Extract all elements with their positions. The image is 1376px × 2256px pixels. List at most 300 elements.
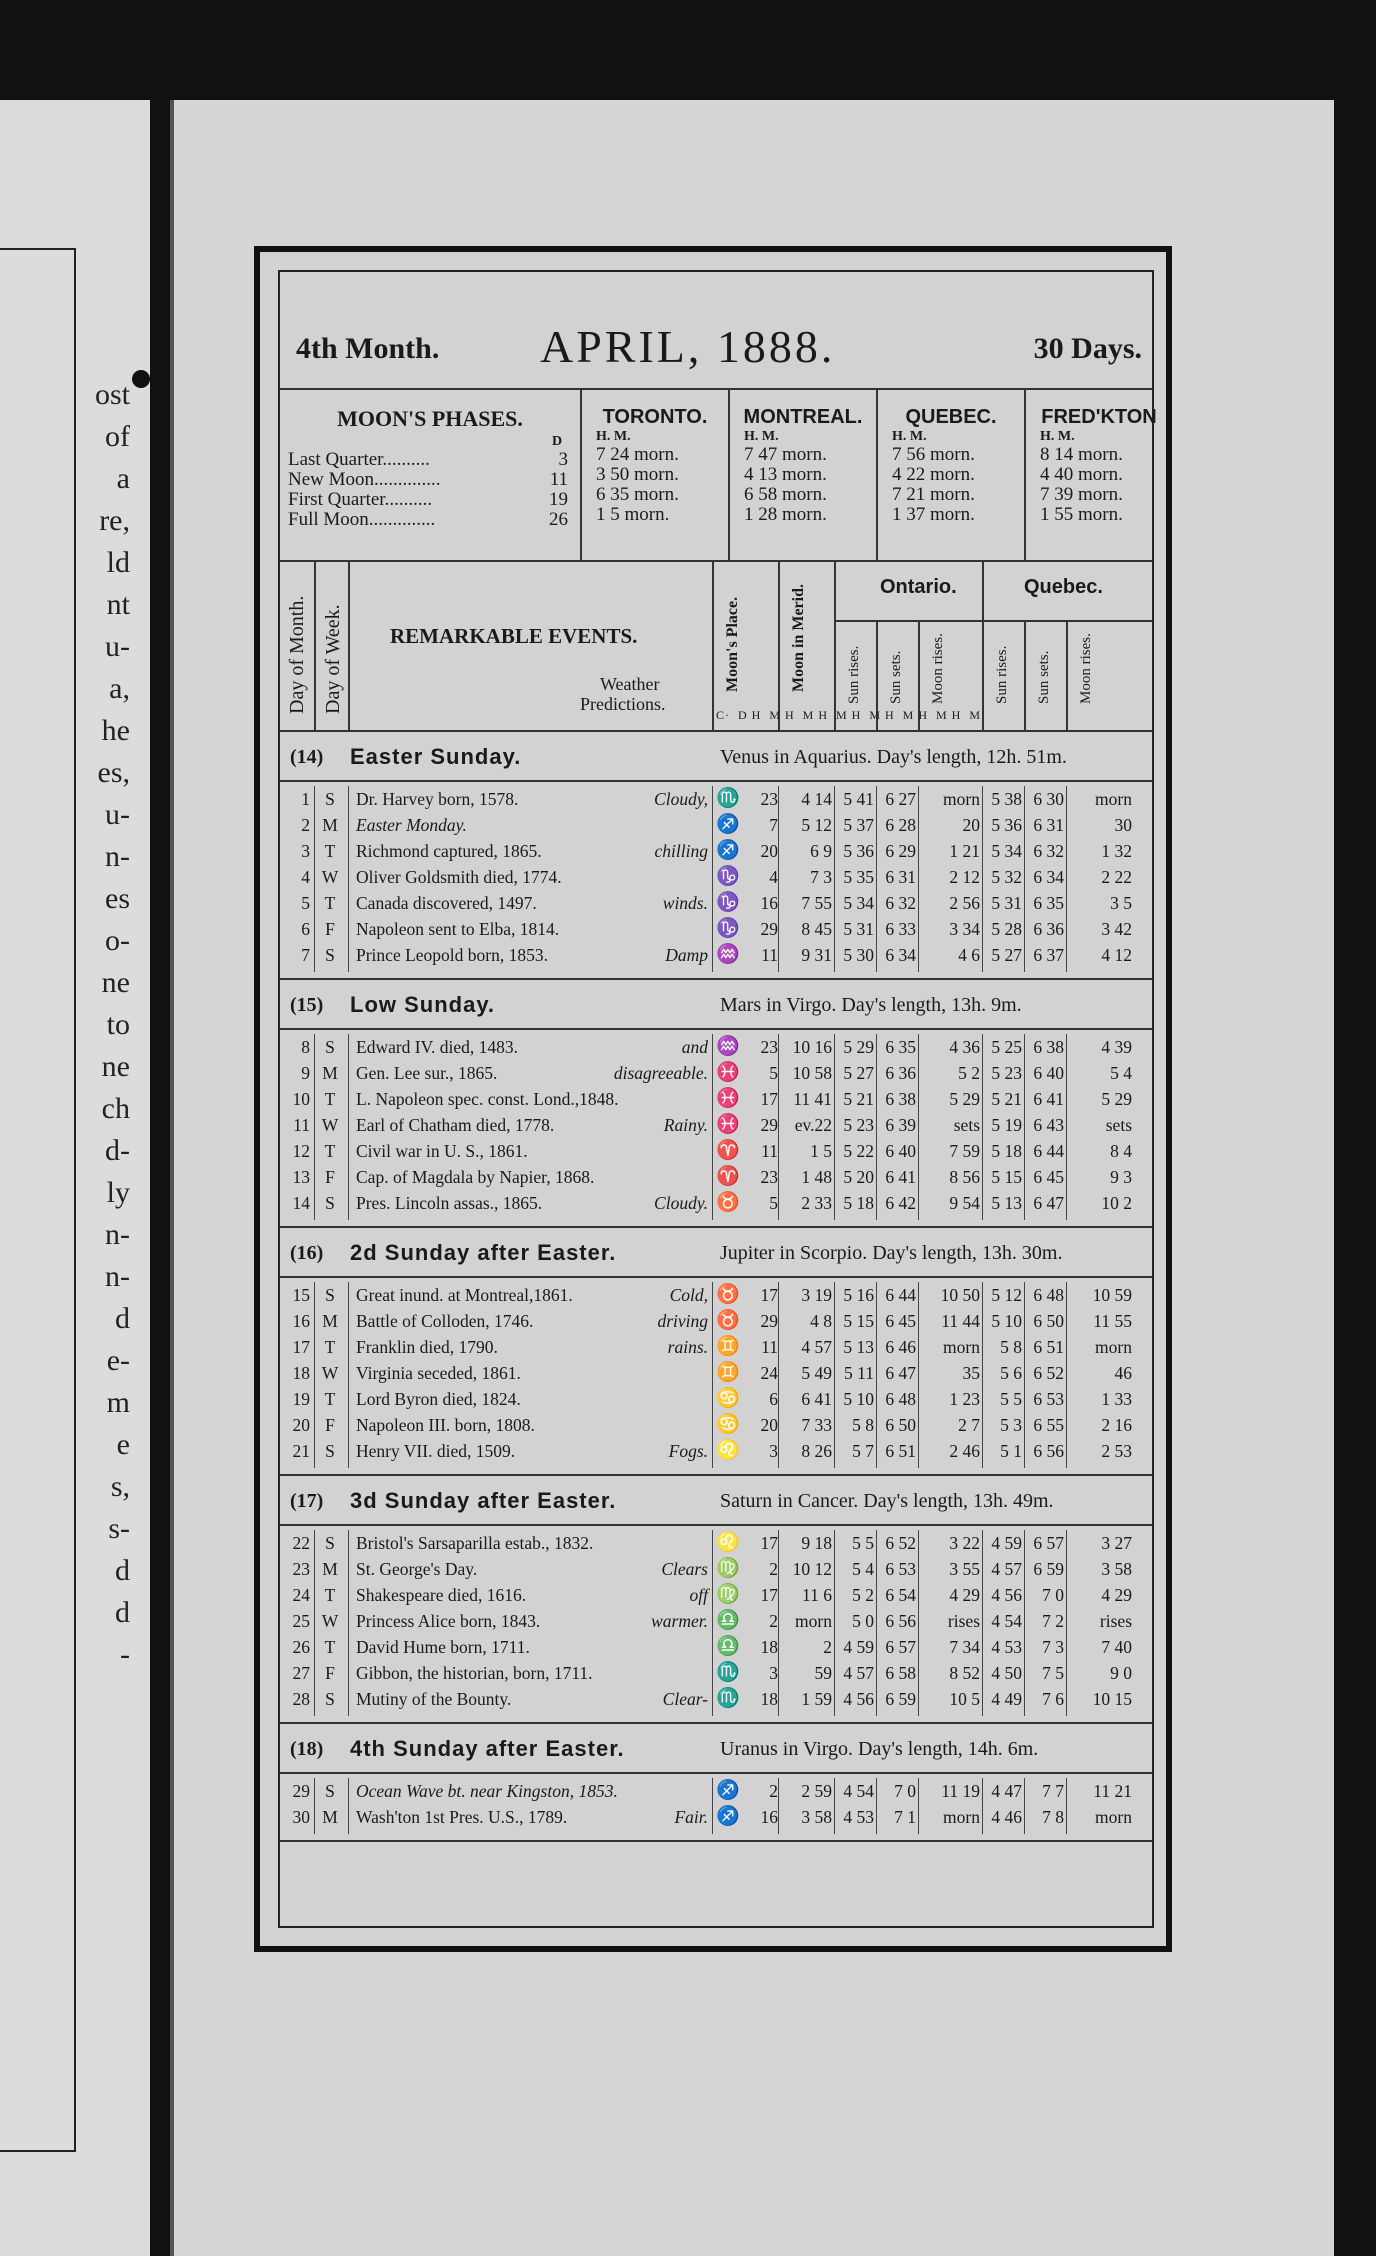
moon-meridian: 7 33 (801, 1415, 832, 1435)
week-header (280, 980, 1152, 1030)
weather: and (681, 1037, 708, 1057)
phase-name: Full Moon.............. (288, 509, 436, 530)
moon-sign: ♏ (716, 788, 740, 809)
week-sunday-name: 3d Sunday after Easter. (350, 1488, 617, 1513)
ontario-sun-sets: 6 54 (885, 1585, 916, 1605)
quebec-moon-rises: 2 22 (1101, 867, 1132, 887)
moons-place: 29 (760, 1115, 778, 1135)
moon-meridian: 6 41 (801, 1389, 832, 1409)
moon-sign: ♌ (716, 1532, 740, 1553)
ontario-sun-sets: 6 45 (885, 1311, 916, 1331)
quebec-sun-rises: 5 15 (991, 1167, 1022, 1187)
ontario-header: Ontario. (880, 576, 957, 598)
weather: Cloudy, (654, 789, 708, 809)
quebec-sun-sets: 6 55 (1033, 1415, 1064, 1435)
day-of-month: 22 (292, 1533, 310, 1553)
city-time: 4 13 morn. (744, 464, 827, 485)
moons-place: 11 (761, 1337, 778, 1357)
left-page-fragment: d (115, 1554, 130, 1587)
phase-name: Last Quarter.......... (288, 449, 430, 470)
day-of-week: S (325, 1689, 335, 1709)
ontario-sun-sets: 6 32 (885, 893, 916, 913)
week-number: (16) (290, 1242, 324, 1264)
day-of-week: F (325, 1415, 335, 1435)
quebec-sun-rises: 5 28 (991, 919, 1022, 939)
ontario-sun-sets: 6 53 (885, 1559, 916, 1579)
day-of-month: 4 (301, 867, 310, 887)
sub-header-sun-sets: Sun sets. (888, 650, 904, 704)
event: Earl of Chatham died, 1778. (356, 1115, 555, 1135)
ontario-sun-sets: 6 52 (885, 1533, 916, 1553)
moon-meridian: 4 14 (801, 789, 832, 809)
day-of-month: 1 (301, 789, 310, 809)
quebec-moon-rises: 9 0 (1110, 1663, 1132, 1683)
ontario-moon-rises: morn (943, 1337, 980, 1357)
day-row (280, 1778, 1152, 1804)
day-of-week: T (324, 841, 336, 861)
day-of-month: 7 (301, 945, 310, 965)
moon-meridian: 4 57 (801, 1337, 832, 1357)
moon-meridian: 3 19 (801, 1285, 832, 1305)
day-of-week: S (325, 1533, 335, 1553)
week-header (280, 1724, 1152, 1774)
ontario-moon-rises: 3 34 (949, 919, 980, 939)
left-page-fragment: to (106, 1008, 130, 1041)
quebec-sun-rises: 5 27 (991, 945, 1022, 965)
city-time: 7 56 morn. (892, 444, 975, 465)
phase-row (288, 490, 578, 510)
ontario-sun-sets: 6 58 (885, 1663, 916, 1683)
moon-meridian: 9 18 (801, 1533, 832, 1553)
ontario-sun-sets: 6 48 (885, 1389, 916, 1409)
moon-sign: ♐ (716, 840, 740, 861)
ontario-sun-rises: 5 11 (844, 1363, 874, 1383)
day-row (280, 1530, 1152, 1556)
week-sunday-name: Easter Sunday. (350, 744, 522, 769)
city-time: 7 21 morn. (892, 484, 975, 505)
day-row (280, 1608, 1152, 1634)
day-of-month: 10 (292, 1089, 310, 1109)
sub-header-moon-rises: Moon rises. (930, 633, 946, 704)
left-page-fragment: es, (97, 756, 130, 789)
quebec-sun-sets: 7 0 (1042, 1585, 1064, 1605)
quebec-moon-rises: 2 53 (1101, 1441, 1132, 1461)
weather: off (689, 1585, 708, 1605)
moon-sign: ♍ (716, 1584, 740, 1605)
day-of-week: W (321, 867, 339, 887)
quebec-sun-rises: 5 3 (1000, 1415, 1022, 1435)
event: Bristol's Sarsaparilla estab., 1832. (356, 1533, 594, 1553)
day-of-month: 30 (292, 1807, 310, 1827)
left-page-fragment: s, (110, 1470, 130, 1503)
day-of-week: M (322, 1063, 338, 1083)
city-time: 7 24 morn. (596, 444, 679, 465)
moon-meridian: 10 16 (792, 1037, 832, 1057)
moons-place: 18 (760, 1637, 778, 1657)
city-time: 3 50 morn. (596, 464, 679, 485)
moon-meridian: 2 (823, 1637, 832, 1657)
day-of-week: T (324, 1141, 336, 1161)
day-of-week: M (322, 1311, 338, 1331)
city-time: 4 22 morn. (892, 464, 975, 485)
day-row (280, 1556, 1152, 1582)
moon-sign: ♊ (716, 1336, 740, 1357)
moons-place: 2 (769, 1611, 778, 1631)
moons-place: 29 (760, 919, 778, 939)
left-page-fragment: ne (101, 966, 130, 999)
events-header: REMARKABLE EVENTS. (390, 624, 638, 648)
day-of-month-header: Day of Month. (286, 595, 308, 714)
phase-row (288, 510, 578, 530)
weather: rains. (667, 1337, 708, 1357)
moon-sign: ♈ (716, 1140, 740, 1161)
event: Shakespeare died, 1616. (356, 1585, 527, 1605)
quebec-moon-rises: rises (1099, 1611, 1132, 1631)
moon-sign: ♐ (716, 814, 740, 835)
quebec-moon-rises: 10 59 (1092, 1285, 1132, 1305)
quebec-sun-sets: 7 5 (1042, 1663, 1064, 1683)
header-divider (1024, 620, 1026, 730)
ontario-sun-sets: 6 40 (885, 1141, 916, 1161)
phase-row (288, 450, 578, 470)
day-row (280, 812, 1152, 838)
city-units: H. M. (1040, 429, 1075, 444)
ontario-moon-rises: 7 59 (949, 1141, 980, 1161)
city-time: 7 47 morn. (744, 444, 827, 465)
day-of-month: 18 (292, 1363, 310, 1383)
ontario-sun-rises: 5 0 (852, 1611, 874, 1631)
quebec-sun-sets: 7 3 (1042, 1637, 1064, 1657)
event: Edward IV. died, 1483. (356, 1037, 519, 1057)
ontario-sun-rises: 5 37 (843, 815, 874, 835)
ontario-sun-rises: 5 31 (843, 919, 874, 939)
ontario-moon-rises: 4 29 (949, 1585, 980, 1605)
left-page-fragment: u- (105, 798, 130, 831)
day-row (280, 786, 1152, 812)
day-of-month: 20 (292, 1415, 310, 1435)
quebec-moon-rises: 3 42 (1101, 919, 1132, 939)
week-sunday-name: Low Sunday. (350, 992, 496, 1017)
ontario-sun-sets: 6 36 (885, 1063, 916, 1083)
quebec-sun-sets: 6 51 (1033, 1337, 1064, 1357)
week-header (280, 1228, 1152, 1278)
day-of-month: 8 (301, 1037, 310, 1057)
event: St. George's Day. (356, 1559, 478, 1579)
quebec-sun-sets: 6 52 (1033, 1363, 1064, 1383)
city-name: FRED'KTON (1041, 406, 1157, 428)
left-page-fragment: of (105, 420, 130, 453)
ontario-sun-sets: 6 46 (885, 1337, 916, 1357)
quebec-sun-rises: 4 53 (991, 1637, 1022, 1657)
ontario-sun-sets: 7 0 (894, 1781, 916, 1801)
day-row (280, 1438, 1152, 1464)
phases-d-label: D (552, 434, 563, 449)
day-of-month: 3 (301, 841, 310, 861)
quebec-moon-rises: 9 3 (1110, 1167, 1132, 1187)
ontario-sun-rises: 5 23 (843, 1115, 874, 1135)
left-page-fragment: n- (105, 1218, 130, 1251)
left-page-fragment: d (115, 1596, 130, 1629)
day-of-week: T (324, 1089, 336, 1109)
ontario-moon-rises: 4 36 (949, 1037, 980, 1057)
phase-day: 26 (549, 509, 568, 530)
quebec-moon-rises: 10 2 (1101, 1193, 1132, 1213)
week-note: Jupiter in Scorpio. Day's length, 13h. 30m. (720, 1242, 1063, 1264)
event: Virginia seceded, 1861. (356, 1363, 521, 1383)
moon-meridian: 11 41 (793, 1089, 832, 1109)
phase-row (288, 470, 578, 490)
left-page-fragment: e (116, 1428, 130, 1461)
phase-day: 11 (549, 469, 568, 490)
day-row (280, 1282, 1152, 1308)
event: Richmond captured, 1865. (356, 841, 542, 861)
week-header (280, 1476, 1152, 1526)
ontario-sun-rises: 5 41 (843, 789, 874, 809)
left-page-fragment: s- (108, 1512, 130, 1545)
day-row (280, 838, 1152, 864)
moon-sign: ♒ (716, 1036, 740, 1057)
ontario-moon-rises: 4 6 (958, 945, 980, 965)
moons-place: 17 (760, 1285, 778, 1305)
almanac-calendar-box (254, 246, 1172, 1952)
phase-day: 3 (558, 449, 568, 470)
day-rows (280, 1034, 1152, 1228)
moons-place: 23 (760, 1167, 778, 1187)
ontario-sun-sets: 6 38 (885, 1089, 916, 1109)
moon-sign: ♑ (716, 892, 740, 913)
left-page-fragment: he (101, 714, 130, 747)
quebec-moon-rises: 30 (1114, 815, 1132, 835)
day-row (280, 890, 1152, 916)
moon-meridian: 1 5 (810, 1141, 832, 1161)
weather: disagreeable. (613, 1063, 708, 1083)
event: Dr. Harvey born, 1578. (356, 789, 519, 809)
left-page-fragment: o- (105, 924, 130, 957)
weather: Cloudy. (654, 1193, 708, 1213)
moons-place: 5 (769, 1063, 778, 1083)
event: Battle of Colloden, 1746. (356, 1311, 534, 1331)
day-row (280, 942, 1152, 968)
left-page-fragment: ne (101, 1050, 130, 1083)
phase-day: 19 (549, 489, 568, 510)
moon-meridian: 5 49 (801, 1363, 832, 1383)
quebec-sun-rises: 5 18 (991, 1141, 1022, 1161)
ontario-sun-sets: 6 33 (885, 919, 916, 939)
day-of-month: 13 (292, 1167, 310, 1187)
moon-sign: ♒ (716, 944, 740, 965)
ontario-sun-rises: 5 7 (852, 1441, 874, 1461)
day-row (280, 1190, 1152, 1216)
weather: Fair. (674, 1807, 708, 1827)
ontario-moon-rises: 2 7 (958, 1415, 980, 1435)
moons-place: 29 (760, 1311, 778, 1331)
moon-sign: ♉ (716, 1192, 740, 1213)
phases-title: MOON'S PHASES. (337, 406, 523, 431)
quebec-sun-sets: 6 32 (1033, 841, 1064, 861)
quebec-sun-rises: 5 31 (991, 893, 1022, 913)
day-row (280, 1164, 1152, 1190)
day-row (280, 1634, 1152, 1660)
ontario-sun-rises: 5 22 (843, 1141, 874, 1161)
day-of-month: 24 (292, 1585, 310, 1605)
ontario-sun-rises: 5 18 (843, 1193, 874, 1213)
quebec-sun-sets: 6 57 (1033, 1533, 1064, 1553)
ontario-moon-rises: morn (943, 1807, 980, 1827)
city-column (580, 390, 728, 560)
ontario-moon-rises: sets (953, 1115, 980, 1135)
day-of-month: 21 (292, 1441, 310, 1461)
quebec-moon-rises: morn (1095, 1337, 1132, 1357)
ontario-sun-rises: 5 35 (843, 867, 874, 887)
left-page-fragment: a (116, 462, 130, 495)
moon-meridian: morn (795, 1611, 832, 1631)
city-units: H. M. (892, 429, 927, 444)
units-row: C· D H M H M H M H M H M H M H M (716, 708, 982, 722)
event: Franklin died, 1790. (356, 1337, 498, 1357)
sub-header-sun-sets: Sun sets. (1036, 650, 1052, 704)
day-of-week: T (324, 1637, 336, 1657)
moon-sign: ♊ (716, 1362, 740, 1383)
moons-place: 3 (769, 1441, 778, 1461)
moons-place: 2 (769, 1559, 778, 1579)
ontario-sun-sets: 6 57 (885, 1637, 916, 1657)
day-of-week: F (325, 1167, 335, 1187)
quebec-moon-rises: 1 33 (1101, 1389, 1132, 1409)
moon-sign: ♓ (716, 1062, 740, 1083)
ontario-sun-sets: 6 59 (885, 1689, 916, 1709)
day-of-month: 15 (292, 1285, 310, 1305)
ontario-moon-rises: 2 12 (949, 867, 980, 887)
quebec-moon-rises: 11 55 (1093, 1311, 1132, 1331)
quebec-sun-sets: 6 35 (1033, 893, 1064, 913)
ink-blot (132, 370, 150, 388)
quebec-moon-rises: 11 21 (1093, 1781, 1132, 1801)
ontario-moon-rises: 2 56 (949, 893, 980, 913)
moon-meridian: 9 31 (801, 945, 832, 965)
quebec-sun-sets: 6 31 (1033, 815, 1064, 835)
city-name: QUEBEC. (905, 406, 997, 428)
moon-meridian: 2 33 (801, 1193, 832, 1213)
moons-place: 16 (760, 893, 778, 913)
quebec-moon-rises: 4 29 (1101, 1585, 1132, 1605)
weather: Rainy. (663, 1115, 708, 1135)
day-of-month: 16 (292, 1311, 310, 1331)
day-row (280, 1138, 1152, 1164)
ontario-moon-rises: 11 19 (941, 1781, 980, 1801)
ontario-sun-rises: 5 13 (843, 1337, 874, 1357)
quebec-sun-rises: 4 50 (991, 1663, 1022, 1683)
quebec-moon-rises: sets (1105, 1115, 1132, 1135)
ontario-moon-rises: 5 2 (958, 1063, 980, 1083)
day-of-week: M (322, 1559, 338, 1579)
ontario-moon-rises: 7 34 (949, 1637, 980, 1657)
quebec-sun-rises: 4 54 (991, 1611, 1022, 1631)
day-row (280, 1360, 1152, 1386)
day-of-week: T (324, 1389, 336, 1409)
week-number: (17) (290, 1490, 324, 1512)
quebec-sun-rises: 5 21 (991, 1089, 1022, 1109)
moons-place: 7 (769, 815, 778, 835)
ontario-sun-rises: 4 59 (843, 1637, 874, 1657)
weather: warmer. (651, 1611, 708, 1631)
day-of-week: S (325, 1285, 335, 1305)
quebec-moon-rises: 3 5 (1110, 893, 1132, 913)
city-time: 1 5 morn. (596, 504, 670, 525)
day-row (280, 1660, 1152, 1686)
left-page-fragment: n- (105, 1260, 130, 1293)
moon-sign: ♓ (716, 1088, 740, 1109)
ontario-moon-rises: morn (943, 789, 980, 809)
ontario-sun-sets: 6 35 (885, 1037, 916, 1057)
moons-place: 23 (760, 1037, 778, 1057)
moon-sign: ♉ (716, 1310, 740, 1331)
ontario-sun-sets: 6 39 (885, 1115, 916, 1135)
weather: Clears (661, 1559, 708, 1579)
day-of-month: 29 (292, 1781, 310, 1801)
moons-place: 11 (761, 945, 778, 965)
ontario-sun-rises: 4 57 (843, 1663, 874, 1683)
left-page-fragment: re, (99, 504, 130, 537)
phase-name: New Moon.............. (288, 469, 441, 490)
day-row (280, 1308, 1152, 1334)
day-of-month: 19 (292, 1389, 310, 1409)
week-number: (14) (290, 746, 324, 768)
event: Ocean Wave bt. near Kingston, 1853. (356, 1781, 618, 1801)
sub-header-sun-rises: Sun rises. (846, 645, 862, 704)
predictions-header: Predictions. (580, 694, 666, 714)
moon-sign: ♍ (716, 1558, 740, 1579)
ontario-sun-rises: 5 30 (843, 945, 874, 965)
city-column (876, 390, 1024, 560)
quebec-sun-sets: 7 7 (1042, 1781, 1064, 1801)
moon-sign: ♎ (716, 1610, 740, 1631)
quebec-moon-rises: 7 40 (1101, 1637, 1132, 1657)
column-headers (280, 562, 1152, 732)
day-row (280, 1334, 1152, 1360)
moon-phases-table (280, 390, 1157, 562)
quebec-sun-sets: 6 59 (1033, 1559, 1064, 1579)
month-label: 4th Month. (296, 332, 440, 365)
moons-place: 23 (760, 789, 778, 809)
moon-meridian: 7 55 (801, 893, 832, 913)
day-row (280, 1034, 1152, 1060)
quebec-sun-rises: 4 57 (991, 1559, 1022, 1579)
quebec-sun-rises: 5 23 (991, 1063, 1022, 1083)
ontario-sun-sets: 6 42 (885, 1193, 916, 1213)
moon-merid-header: Moon in Merid. (790, 584, 807, 692)
moons-place: 4 (769, 867, 778, 887)
moon-meridian: 8 45 (801, 919, 832, 939)
moon-sign: ♏ (716, 1688, 740, 1709)
day-row (280, 1112, 1152, 1138)
moons-place: 17 (760, 1533, 778, 1553)
quebec-moon-rises: 8 4 (1110, 1141, 1132, 1161)
phases-list (280, 390, 580, 560)
event: Lord Byron died, 1824. (356, 1389, 521, 1409)
event: Princess Alice born, 1843. (356, 1611, 541, 1631)
city-time: 7 39 morn. (1040, 484, 1123, 505)
ontario-sun-rises: 4 53 (843, 1807, 874, 1827)
quebec-moon-rises: 3 27 (1101, 1533, 1132, 1553)
day-row (280, 916, 1152, 942)
moon-sign: ♑ (716, 918, 740, 939)
quebec-moon-rises: 4 12 (1101, 945, 1132, 965)
moons-place: 20 (760, 841, 778, 861)
moons-place: 2 (769, 1781, 778, 1801)
weather: chilling (654, 841, 708, 861)
day-row (280, 1412, 1152, 1438)
day-of-week: F (325, 1663, 335, 1683)
